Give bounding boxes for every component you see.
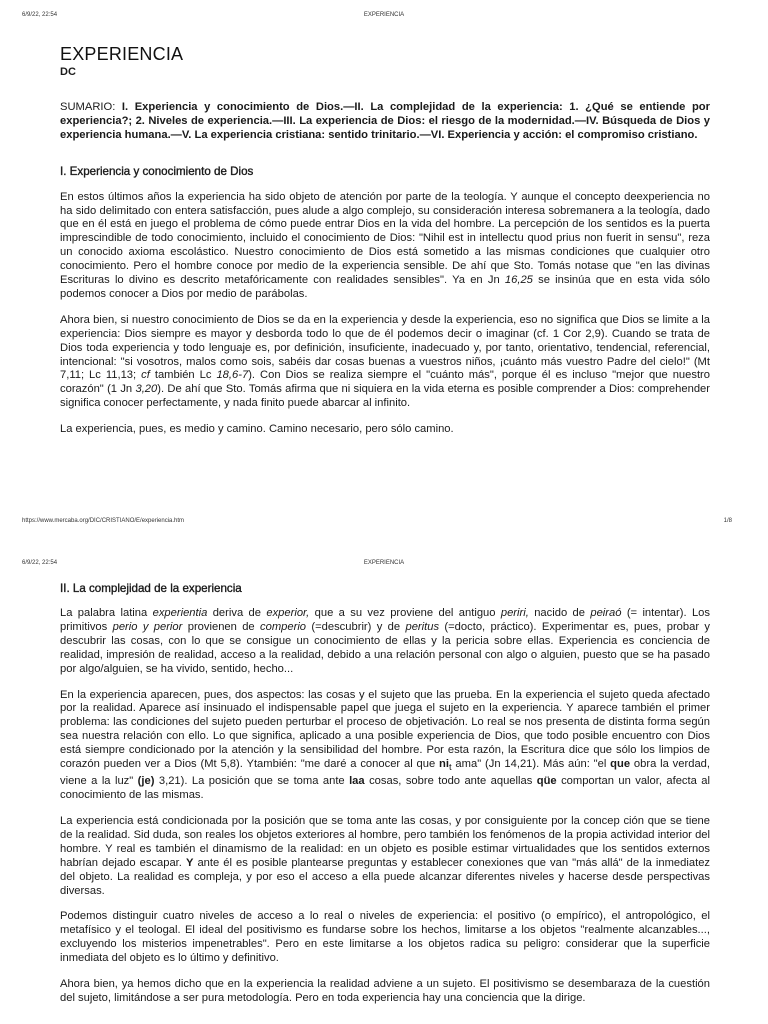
- source-url: https://www.mercaba.org/DIC/CRISTIANO/E/experiencia.htm: [22, 518, 185, 524]
- scripture-ref: 3,20: [135, 383, 158, 396]
- paragraph: La experiencia, pues, es medio y camino. Camino necesario, pero sólo camino.: [60, 423, 454, 436]
- summary-label: SUMARIO:: [60, 101, 122, 113]
- summary-paragraph: [60, 100, 710, 143]
- section-heading-2: II. La complejidad de la experiencia: [60, 582, 242, 595]
- print-page-2: [0, 548, 768, 1024]
- page-gap: [0, 532, 768, 544]
- paragraph: Podemos distinguir cuatro niveles de acceso a lo real o niveles de experiencia: el positivo (o empírico), el antropológico, el metafísico y el teologal. El ideal del positivismo es fundarse sobre los hechos, limitarse a los objetos "realmente alcanzables..., excluyendo los misterios impenetrables". Pero en este limitarse a los objetos radica su peligro: considerar que la superficie inmediata del objeto es lo último y definitivo.: [60, 910, 710, 965]
- scripture-ref: 18,6-7: [216, 369, 249, 382]
- document-title: EXPERIENCIA: [60, 44, 184, 64]
- paragraph: La palabra latina experientia deriva de experior, que a su vez proviene del antiguo periri, nacido de peiraó (= intentar). Los primitivos perio y perior provienen de comperio (=descubrir) y de peritus (=docto, práctico). Experimentar es, pues, probar y descubrir las cosas, con lo que se consigue un conocimiento de ellas y la pericia sobre ellas. Experiencia es conciencia de realidad, impresión de realidad, acceso a la realidad, debido a una relación personal con algo o alguien, puesto que se ha pasado por algo/alguien, se ha vivido, sentido, hecho...: [60, 607, 711, 675]
- print-title: EXPERIENCIA: [363, 560, 405, 566]
- document-subtitle: DC: [60, 66, 76, 78]
- print-date: 6/9/22, 22:54: [22, 12, 58, 18]
- print-header: [22, 560, 746, 570]
- page-indicator: 1/8: [723, 518, 732, 524]
- paragraph: En la experiencia aparecen, pues, dos aspectos: las cosas y el sujeto que las prueba. En la experiencia el sujeto queda afectado por la realidad. Aparece así insinuado el indispensable papel que juega el sujeto en la experiencia. Y aparece también el primer problema: las condiciones del sujeto pueden perturbar el proceso de objetivación. Lo real se nos presenta de distinta forma según sea nuestra relación con ello. Lo que significa, aplicado a una posible experiencia de Dios, que todo posible encuentro con Dios está siempre condicionado por la atención y la sensibilidad del hombre. Por esta razón, la Escritura dice que sólo los limpios de corazón pueden ver a Dios (Mt 5,8). Ytambién: "me daré a conocer al que $ni_t$ ama" (Jn 14,21). Más aún: "el que obra la verdad, viene a la luz" (je) 3,21). La posición que se toma ante laa cosas, sobre todo ante aquellas qüe comportan un valor, afecta al conocimiento de las mismas.: [60, 688, 710, 802]
- print-date: 6/9/22, 22:54: [22, 560, 58, 566]
- page-content: [60, 582, 710, 1018]
- paragraph: Ahora bien, si nuestro conocimiento de Dios se da en la experiencia y desde la experiencia, eso no significa que Dios se limite a la experiencia: Dios siempre es mayor y desborda todo lo que de él podemos decir o imaginar (cf. 1 Cor 2,9). Cuando se trata de Dios toda experiencia y todo lenguaje es, por definición, insuficiente, inadecuado y, por tanto, orientativo, tendencial, referencial, intencional: "si vosotros, malos como sois, sabéis dar cosas buenas a vuestros niños, ¡cuánto más vuestro Padre del cielo!" (Mt 7,11; Lc 11,13; cf también Lc 18,6-7). Con Dios se realiza siempre el "cuánto más", porque él es incluso "mejor que nuestro corazón" (1 Jn 3,20). De ahí que Sto. Tomás afirma que ni siquiera en la vida eterna es posible comprender a Dios: comprehender significa conocer perfectamente, y nada finito puede abarcar al infinito.: [60, 313, 711, 410]
- cf-abbrev: cf: [141, 369, 150, 382]
- print-footer: [22, 518, 746, 528]
- paragraph: Ahora bien, ya hemos dicho que en la experiencia la realidad adviene a un sujeto. El positivismo se desembaraza de la cuestión del sujeto, limitándose a ser pura metodología. Pero en toda experiencia hay una conciencia que la dirige.: [60, 978, 710, 1004]
- page-content: [60, 44, 710, 449]
- scripture-ref: 16,25: [504, 274, 533, 287]
- summary-text: I. Experiencia y conocimiento de Dios.—II. La complejidad de la experiencia: 1. ¿Qué se entiende por experiencia?; 2. Niveles de experiencia.—III. La experiencia de Dios: el riesgo de la modernidad.—IV. Búsqueda de Dios y experiencia humana.—V. La experiencia cristiana: sentido trinitario.—VI. Experiencia y acción: el compromiso cristiano.: [60, 101, 710, 142]
- paragraph: En estos últimos años la experiencia ha sido objeto de atención por parte de la teología. Y aunque el concepto deexperiencia no ha sido delimitado con entera satisfacción, pues alude a algo complejo, su consideración interesa sobremanera a la teología, dado que en él está en juego el problema de cómo puede entrar Dios en la vida del hombre. La percepción de los sentidos es la puerta imprescindible de todo conocimiento, incluido el conocimiento de Dios: "Nihil est in intellectu quod prius non fuerit in sensu", reza un conocido axioma escolástico. Nuestro conocimiento de Dios está sometido a las mismas condiciones que cualquier otro conocimiento. Pero el hombre conoce por medio de la experiencia sensible. De ahí que Sto. Tomás notase que "en las divinas Escrituras lo divino es descrito metafóricamente con realidades sensibles". Ya en Jn 16,25 se insinúa que en esta vida sólo podemos conocer a Dios por medio de parábolas.: [60, 190, 710, 300]
- print-header: [22, 12, 746, 22]
- print-title: EXPERIENCIA: [363, 12, 405, 18]
- section-heading-1: I. Experiencia y conocimiento de Dios: [60, 164, 254, 178]
- paragraph: La experiencia está condicionada por la posición que se toma ante las cosas, y por consiguiente por la concep ción que se tiene de la realidad. Sid duda, son reales los objetos exteriores al hombre, pero también los fenómenos de la propia actividad interior del hombre. Y real es también el dinamismo de la realidad: en un objeto es posible estimar virtualidades que los sentidos externos habrían dejado escapar. Y ante él es posible plantearse preguntas y establecer conexiones que van "más allá" de la inmediatez del objeto. La realidad es compleja, y por eso el acceso a ella puede alcanzar diferentes niveles y hacerse desde perspectivas diversas.: [60, 815, 711, 897]
